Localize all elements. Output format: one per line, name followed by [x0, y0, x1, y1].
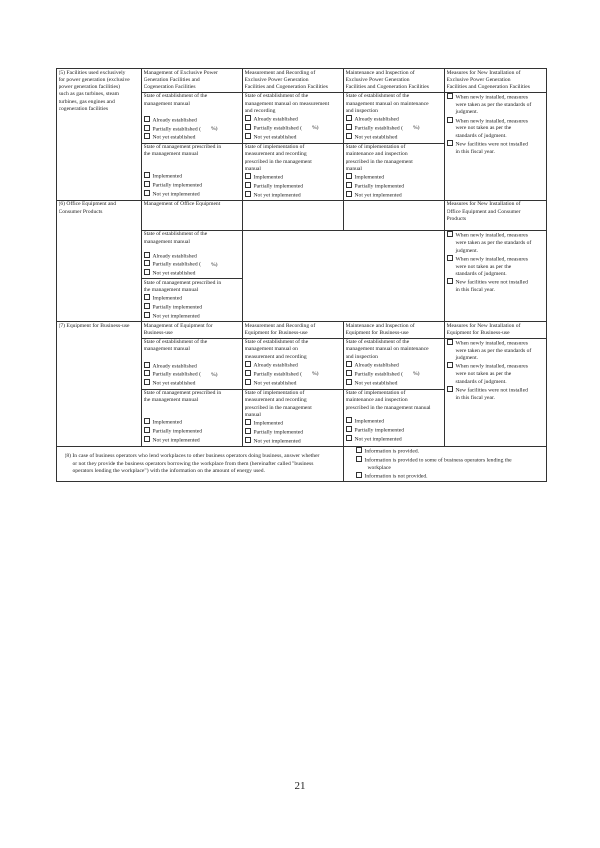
measures-taken-checkbox[interactable] — [447, 93, 453, 99]
already-established-checkbox[interactable] — [245, 361, 251, 367]
section-7-header-row — [57, 322, 547, 339]
s6-empty-cell — [344, 200, 445, 230]
information-partially-provided-checkbox[interactable] — [356, 456, 362, 462]
already-established-checkbox[interactable] — [245, 115, 251, 121]
measures-not-taken-checkbox[interactable] — [447, 255, 453, 261]
s7-col1-implementation: State of management prescribed in the management manual Implemented Partially implemented Not yet implemented — [142, 389, 243, 446]
implemented-checkbox[interactable] — [144, 172, 150, 178]
implemented-checkbox[interactable] — [346, 173, 352, 179]
s7-col2-header: Measurement and Recording of Equipment for Business-use — [243, 322, 344, 339]
s7-new-install-header: Measures for New Installation of Equipment for Business-use — [445, 322, 547, 339]
s7-col3-implementation: State of implementation of maintenance and inspection prescribed in the management manual Implemented Partially implemented Not yet implemented — [344, 389, 445, 446]
section-6-label: (6) Office Equipment and Consumer Products — [57, 200, 142, 321]
partially-implemented-checkbox[interactable] — [245, 428, 251, 434]
measures-taken-checkbox[interactable] — [447, 231, 453, 237]
s5-col3-header: Maintenance and Inspection of Exclusive Power Generation Facilities and Cogeneration Facilities — [344, 69, 445, 93]
not-yet-established-checkbox[interactable] — [346, 379, 352, 385]
partially-established-checkbox[interactable] — [245, 370, 251, 376]
not-yet-implemented-checkbox[interactable] — [346, 435, 352, 441]
already-established-checkbox[interactable] — [346, 361, 352, 367]
partially-implemented-checkbox[interactable] — [144, 181, 150, 187]
s8-options: Information is provided. Information is provided to some of business operators lending the workplace Information is not provided. — [344, 446, 547, 482]
already-established-checkbox[interactable] — [144, 252, 150, 258]
partially-implemented-checkbox[interactable] — [144, 427, 150, 433]
already-established-checkbox[interactable] — [346, 115, 352, 121]
not-installed-checkbox[interactable] — [447, 278, 453, 284]
already-established-checkbox[interactable] — [144, 362, 150, 368]
already-established-checkbox[interactable] — [144, 116, 150, 122]
s5-col3-implementation: State of implementation of maintenance and inspection prescribed in the management manual Implemented Partially implemented Not yet implemented — [344, 143, 445, 200]
partially-implemented-checkbox[interactable] — [346, 426, 352, 432]
implemented-checkbox[interactable] — [144, 294, 150, 300]
s6-management-header: Management of Office Equipment — [142, 200, 243, 230]
partially-established-checkbox[interactable] — [144, 125, 150, 131]
section-7-label: (7) Equipment for Business-use — [57, 322, 142, 447]
implemented-checkbox[interactable] — [144, 418, 150, 424]
s6-implementation: State of management prescribed in the management manual Implemented Partially implemented Not yet implemented — [142, 279, 243, 322]
information-provided-checkbox[interactable] — [356, 447, 362, 453]
not-yet-established-checkbox[interactable] — [245, 133, 251, 139]
energy-management-form-table — [56, 68, 547, 482]
page-number: 21 — [294, 780, 306, 792]
partially-established-checkbox[interactable] — [245, 124, 251, 130]
s7-new-install-options: When newly installed, measures were taken as per the standards of judgment. When newly installed, measures were not taken as per the standards of judgment. New facilities were not installed in this fiscal year. — [445, 338, 547, 446]
implemented-checkbox[interactable] — [245, 419, 251, 425]
partially-established-checkbox[interactable] — [346, 370, 352, 376]
s8-question: (8) In case of business operators who lend workplaces to other business operators doing business, answer whether or not they provide the business operators borrowing the workplace from them (hereinafter called "business operators lending the workplace") with the information on the amount of energy used. — [57, 446, 344, 482]
s7-col3-header: Maintenance and Inspection of Equipment for Business-use — [344, 322, 445, 339]
section-6-header-row — [57, 200, 547, 230]
not-yet-implemented-checkbox[interactable] — [144, 312, 150, 318]
s5-col1-establishment: State of establishment of the management manual Already established Partially established ( %) Not yet established — [142, 92, 243, 143]
measures-taken-checkbox[interactable] — [447, 339, 453, 345]
s7-col2-implementation: State of implementation of measurement and recording prescribed in the management manual Implemented Partially implemented Not yet implemented — [243, 389, 344, 446]
s5-col1-implementation: State of management prescribed in the management manual Implemented Partially implemented Not yet implemented — [142, 143, 243, 200]
not-yet-established-checkbox[interactable] — [245, 379, 251, 385]
section-5-header-row — [57, 69, 547, 93]
not-yet-implemented-checkbox[interactable] — [245, 437, 251, 443]
information-not-provided-checkbox[interactable] — [356, 472, 362, 478]
s7-col1-establishment: State of establishment of the management manual Already established Partially established ( %) Not yet established — [142, 338, 243, 389]
not-yet-established-checkbox[interactable] — [144, 269, 150, 275]
s6-establishment: State of establishment of the management manual Already established Partially established ( %) Not yet established — [142, 230, 243, 278]
s6-new-install-header: Measures for New Installation of Office Equipment and Consumer Products — [445, 200, 547, 230]
implemented-checkbox[interactable] — [346, 417, 352, 423]
s5-col2-header: Measurement and Recording of Exclusive Power Generation Facilities and Cogeneration Facilities — [243, 69, 344, 93]
not-installed-checkbox[interactable] — [447, 140, 453, 146]
s7-col3-establishment: State of establishment of the management manual on maintenance and inspection Already established Partially established ( %) Not yet established — [344, 338, 445, 389]
s5-col2-establishment: State of establishment of the management manual on measurement and recording Already established Partially established ( %) Not yet established — [243, 92, 344, 143]
measures-not-taken-checkbox[interactable] — [447, 362, 453, 368]
not-installed-checkbox[interactable] — [447, 386, 453, 392]
implemented-checkbox[interactable] — [245, 173, 251, 179]
s6-empty-cell — [243, 200, 344, 230]
not-yet-implemented-checkbox[interactable] — [144, 436, 150, 442]
partially-implemented-checkbox[interactable] — [245, 182, 251, 188]
partially-implemented-checkbox[interactable] — [346, 182, 352, 188]
s6-new-install-options: When newly installed, measures were taken as per the standards of judgment. When newly installed, measures were not taken as per the standards of judgment. New facilities were not installed in this fiscal year. — [445, 230, 547, 321]
partially-established-checkbox[interactable] — [346, 124, 352, 130]
s5-col1-header: Management of Exclusive Power Generation Facilities and Cogeneration Facilities — [142, 69, 243, 93]
s5-col3-establishment: State of establishment of the management manual on maintenance and inspection Already established Partially established ( %) Not yet established — [344, 92, 445, 143]
s5-new-install-header: Measures for New Installation of Exclusive Power Generation Facilities and Cogeneration Facilities — [445, 69, 547, 93]
not-yet-implemented-checkbox[interactable] — [144, 190, 150, 196]
not-yet-implemented-checkbox[interactable] — [245, 191, 251, 197]
s6-blank-area — [243, 230, 445, 321]
not-yet-established-checkbox[interactable] — [144, 379, 150, 385]
section-8-row — [57, 446, 547, 482]
partially-established-checkbox[interactable] — [144, 260, 150, 266]
s7-col1-header: Management of Equipment for Business-use — [142, 322, 243, 339]
partially-implemented-checkbox[interactable] — [144, 303, 150, 309]
s5-col2-implementation: State of implementation of measurement and recording prescribed in the management manual Implemented Partially implemented Not yet implemented — [243, 143, 344, 200]
s7-col2-establishment: State of establishment of the management manual on measurement and recording Already established Partially established ( %) Not yet established — [243, 338, 344, 389]
not-yet-established-checkbox[interactable] — [144, 133, 150, 139]
section-5-label: (5) Facilities used exclusively for power generation (exclusive power generation facilities) such as gas turbines, steam turbines, gas engines and cogeneration facilities — [57, 69, 142, 201]
not-yet-established-checkbox[interactable] — [346, 133, 352, 139]
measures-not-taken-checkbox[interactable] — [447, 117, 453, 123]
partially-established-checkbox[interactable] — [144, 370, 150, 376]
not-yet-implemented-checkbox[interactable] — [346, 191, 352, 197]
s5-new-install-options: When newly installed, measures were taken as per the standards of judgment. When newly installed, measures were not taken as per the standards of judgment. New facilities were not installed in this fiscal year. — [445, 92, 547, 200]
